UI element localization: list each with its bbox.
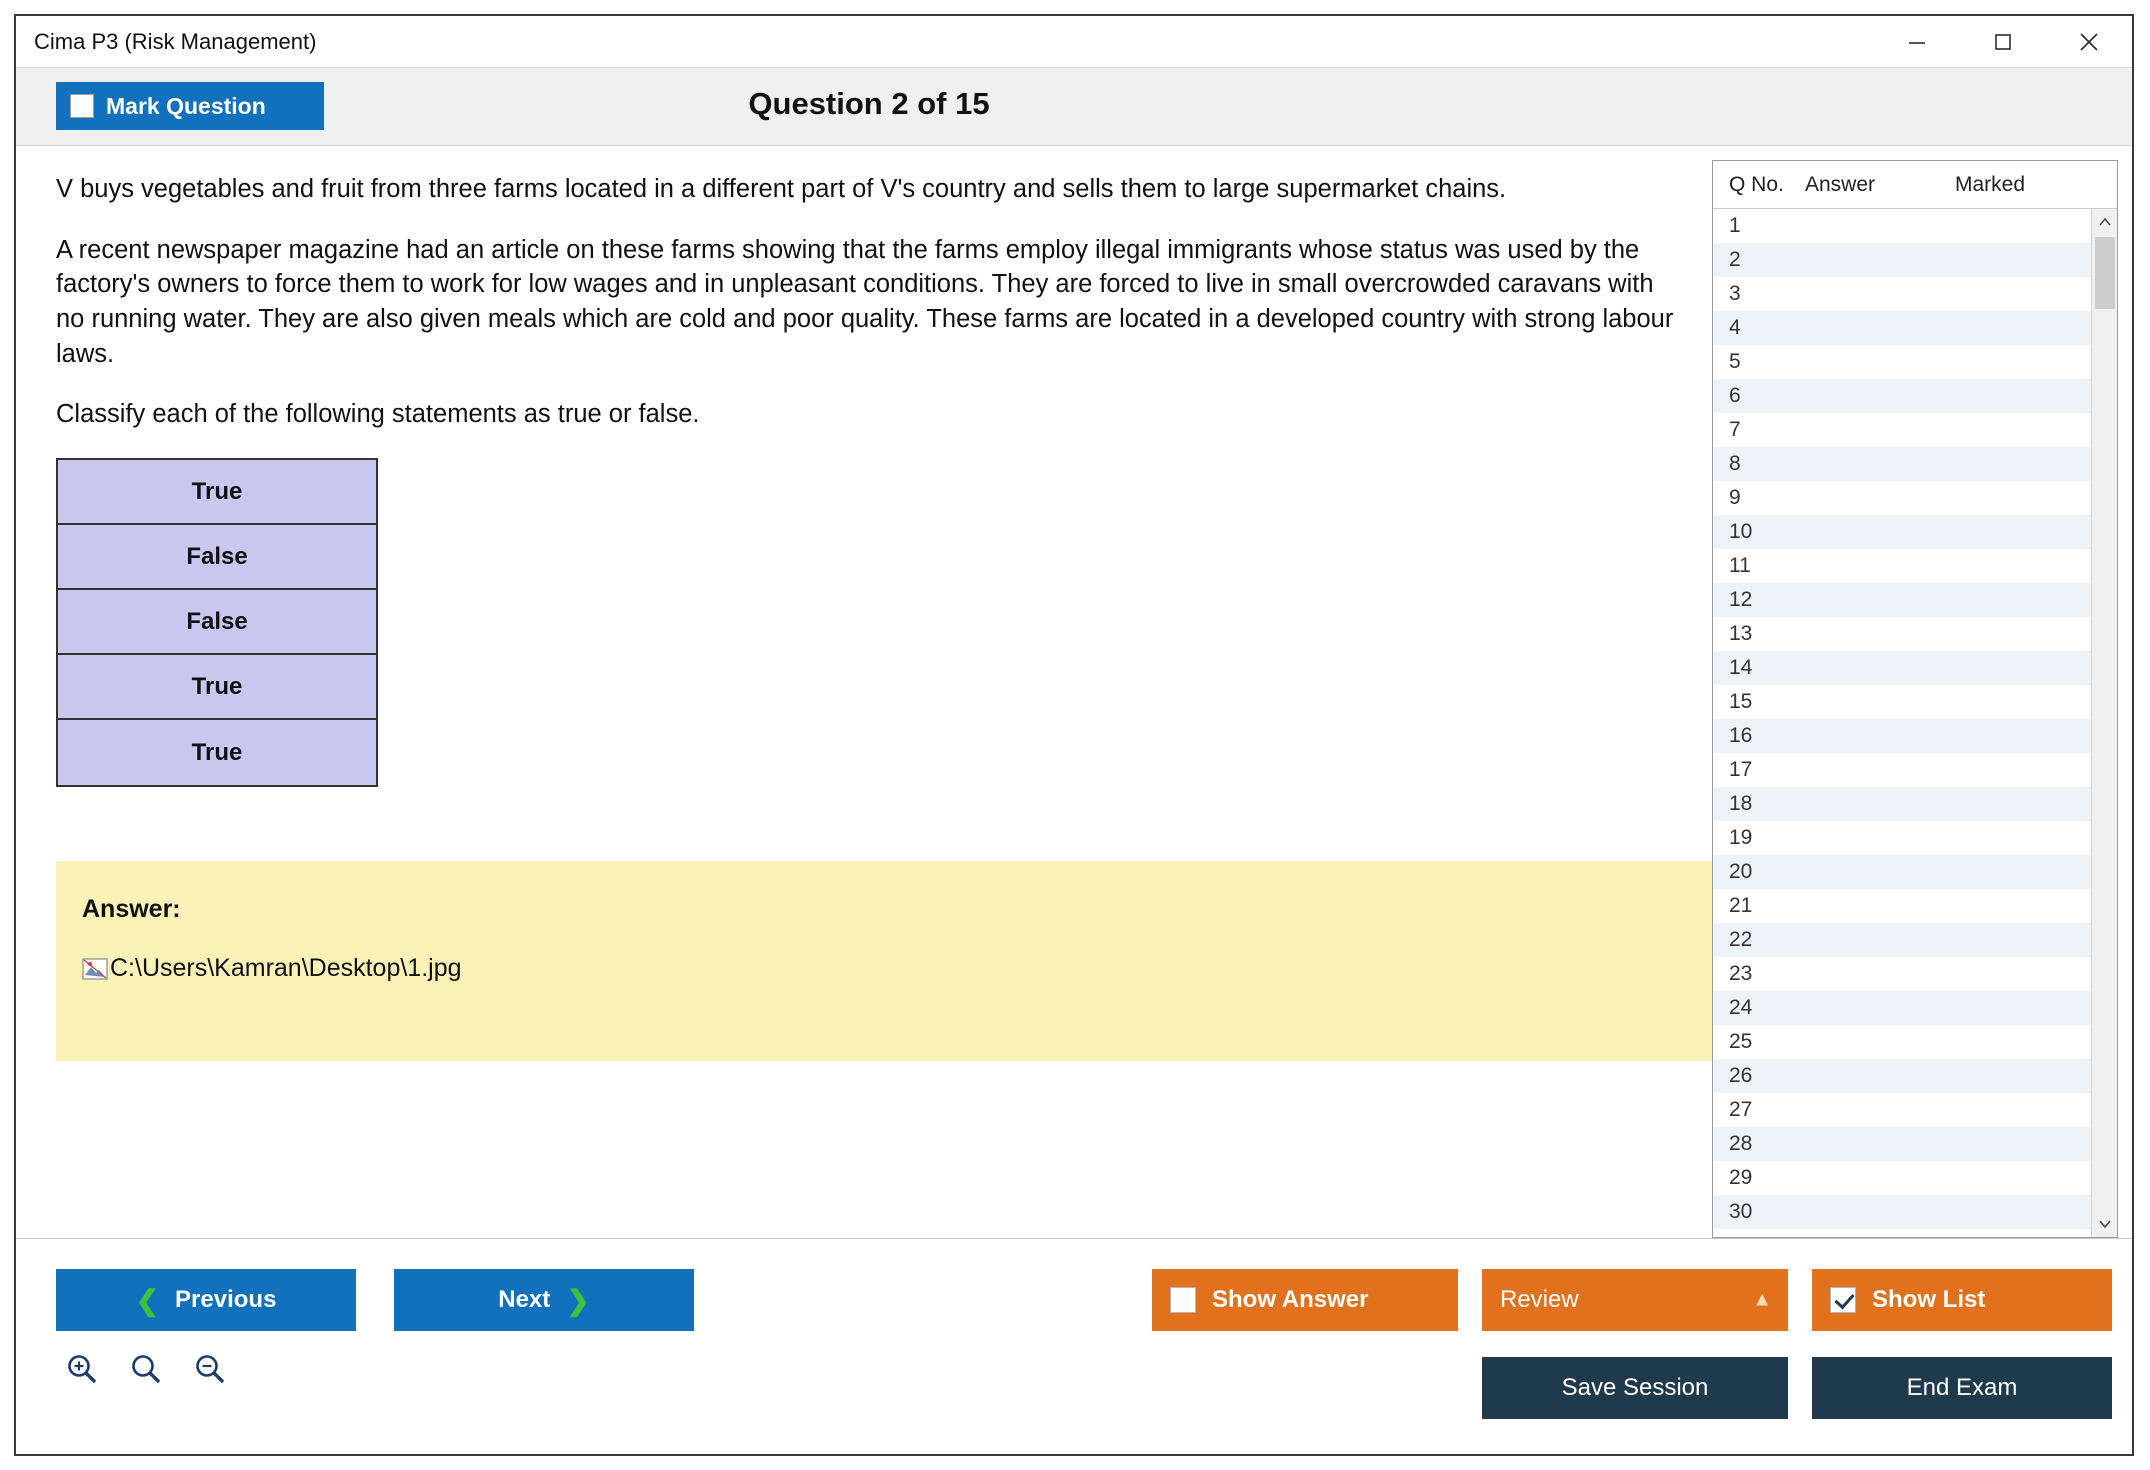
row-number: 6 <box>1729 384 1741 407</box>
zoom-controls <box>64 1351 228 1387</box>
table-row[interactable] <box>1713 447 2091 481</box>
row-number: 15 <box>1729 690 1753 713</box>
question-list-body <box>1713 209 2117 1237</box>
zoom-out-icon[interactable] <box>192 1351 228 1387</box>
chevron-right-icon: ❯ <box>566 1284 590 1316</box>
table-row[interactable] <box>1713 753 2091 787</box>
row-number: 20 <box>1729 860 1753 883</box>
table-row[interactable] <box>1713 821 2091 855</box>
save-session-label: Save Session <box>1561 1374 1709 1401</box>
row-number: 16 <box>1729 724 1753 747</box>
row-number: 28 <box>1729 1132 1753 1155</box>
row-number: 11 <box>1729 554 1751 577</box>
table-row[interactable] <box>1713 855 2091 889</box>
row-number: 2 <box>1729 248 1741 271</box>
row-number: 24 <box>1729 996 1753 1019</box>
table-row[interactable] <box>1713 787 2091 821</box>
true-false-answer-stack <box>56 458 378 787</box>
row-number: 21 <box>1729 894 1753 917</box>
row-number: 17 <box>1729 758 1753 781</box>
window-title: Cima P3 (Risk Management) <box>34 28 317 54</box>
question-paragraph-2: A recent newspaper magazine had an article on these farms showing that the farms employ illegal immigrants whose status was used by the factory's owners to force them to work for low wages and in unpleasant conditions. They are forced to live in small overcrowded caravans with no running water. They are also given meals which are cold and poor quality. These farms are located in a developed country with strong labour laws. <box>56 235 1674 368</box>
answer-panel <box>56 861 1712 1061</box>
table-row[interactable] <box>1713 345 2091 379</box>
scrollbar-track[interactable] <box>2092 235 2117 1211</box>
column-header-marked: Marked <box>1955 172 2026 196</box>
answer-cell[interactable]: False <box>58 525 376 590</box>
row-number: 10 <box>1729 520 1753 543</box>
question-paragraph-1: V buys vegetables and fruit from three farms located in a different part of V's country and sells them to large supermarket chains. <box>56 175 1507 203</box>
window-controls <box>1874 16 2132 67</box>
column-header-qno: Q No. <box>1729 172 1784 196</box>
row-number: 30 <box>1729 1200 1753 1223</box>
column-header-answer: Answer <box>1805 172 1876 196</box>
row-number: 13 <box>1729 622 1753 645</box>
question-list-panel <box>1712 160 2118 1238</box>
table-row[interactable] <box>1713 1161 2091 1195</box>
save-session-button[interactable] <box>1482 1357 1788 1419</box>
row-number: 8 <box>1729 452 1741 475</box>
table-row[interactable] <box>1713 923 2091 957</box>
table-row[interactable] <box>1713 311 2091 345</box>
minimize-icon[interactable] <box>1874 16 1960 67</box>
row-number: 29 <box>1729 1166 1753 1189</box>
scroll-up-icon[interactable] <box>2092 209 2117 235</box>
row-number: 22 <box>1729 928 1753 951</box>
end-exam-label: End Exam <box>1906 1374 2018 1401</box>
answer-cell[interactable]: True <box>58 655 376 720</box>
table-row[interactable] <box>1713 583 2091 617</box>
row-number: 3 <box>1729 282 1741 305</box>
row-number: 23 <box>1729 962 1753 985</box>
zoom-in-icon[interactable] <box>64 1351 100 1387</box>
show-list-checkbox[interactable] <box>1830 1287 1856 1313</box>
next-label: Next <box>498 1286 551 1313</box>
broken-image-path: C:\Users\Kamran\Desktop\1.jpg <box>110 954 462 983</box>
review-label: Review <box>1500 1286 1579 1313</box>
page-title: Question 2 of 15 <box>748 86 990 121</box>
review-dropdown[interactable] <box>1482 1269 1788 1331</box>
table-row[interactable] <box>1713 1025 2091 1059</box>
table-row[interactable] <box>1713 1059 2091 1093</box>
show-answer-checkbox[interactable] <box>1170 1287 1196 1313</box>
answer-cell[interactable]: True <box>58 460 376 525</box>
row-number: 4 <box>1729 316 1741 339</box>
answer-label: Answer: <box>82 895 181 924</box>
table-row[interactable] <box>1713 209 2091 243</box>
table-row[interactable] <box>1713 1127 2091 1161</box>
table-row[interactable] <box>1713 549 2091 583</box>
scrollbar-thumb[interactable] <box>2095 237 2115 309</box>
row-number: 12 <box>1729 588 1753 611</box>
row-number: 27 <box>1729 1098 1753 1121</box>
chevron-up-icon: ▲ <box>1752 1288 1772 1311</box>
question-rows <box>1713 209 2091 1237</box>
table-row[interactable] <box>1713 379 2091 413</box>
table-row[interactable] <box>1713 515 2091 549</box>
table-row[interactable] <box>1713 889 2091 923</box>
body-area <box>16 146 2132 1238</box>
footer-toolbar <box>16 1238 2132 1454</box>
toolbar <box>16 68 2132 146</box>
end-exam-button[interactable] <box>1812 1357 2112 1419</box>
zoom-reset-icon[interactable] <box>128 1351 164 1387</box>
row-number: 25 <box>1729 1030 1753 1053</box>
row-number: 19 <box>1729 826 1753 849</box>
table-row[interactable] <box>1713 719 2091 753</box>
show-answer-label: Show Answer <box>1212 1286 1369 1313</box>
question-paragraph-3: Classify each of the following statements as true or false. <box>56 400 700 429</box>
table-row[interactable] <box>1713 481 2091 515</box>
row-number: 7 <box>1729 418 1741 441</box>
row-number: 9 <box>1729 486 1741 509</box>
table-row[interactable] <box>1713 277 2091 311</box>
broken-image-placeholder <box>82 954 1712 983</box>
row-number: 5 <box>1729 350 1741 373</box>
row-number: 1 <box>1729 214 1741 237</box>
show-list-label: Show List <box>1872 1286 1986 1313</box>
row-number: 26 <box>1729 1064 1753 1087</box>
table-row[interactable] <box>1713 685 2091 719</box>
application-window <box>14 14 2134 1456</box>
row-number: 14 <box>1729 656 1753 679</box>
broken-image-icon <box>82 956 108 982</box>
table-row[interactable] <box>1713 617 2091 651</box>
question-list-header <box>1713 161 2117 209</box>
maximize-icon[interactable] <box>1960 16 2046 67</box>
table-row[interactable] <box>1713 991 2091 1025</box>
next-button[interactable] <box>394 1269 694 1331</box>
title-bar <box>16 16 2132 68</box>
close-icon[interactable] <box>2046 16 2132 67</box>
table-row[interactable] <box>1713 413 2091 447</box>
row-number: 18 <box>1729 792 1753 815</box>
question-list-scrollbar[interactable] <box>2091 209 2117 1237</box>
answer-cell[interactable]: True <box>191 738 243 766</box>
table-row[interactable] <box>1713 957 2091 991</box>
scroll-down-icon[interactable] <box>2092 1211 2117 1237</box>
show-list-button[interactable] <box>1812 1269 2112 1331</box>
table-row[interactable] <box>1713 651 2091 685</box>
previous-label: Previous <box>175 1286 277 1313</box>
question-content-pane <box>16 146 1712 1238</box>
table-row[interactable] <box>1713 243 2091 277</box>
chevron-left-icon: ❮ <box>135 1284 160 1316</box>
mark-question-label: Mark Question <box>106 92 266 119</box>
show-answer-button[interactable] <box>1152 1269 1458 1331</box>
answer-cell[interactable]: False <box>58 590 376 655</box>
previous-button[interactable] <box>56 1269 356 1331</box>
table-row[interactable] <box>1713 1093 2091 1127</box>
table-row[interactable] <box>1713 1195 2091 1229</box>
